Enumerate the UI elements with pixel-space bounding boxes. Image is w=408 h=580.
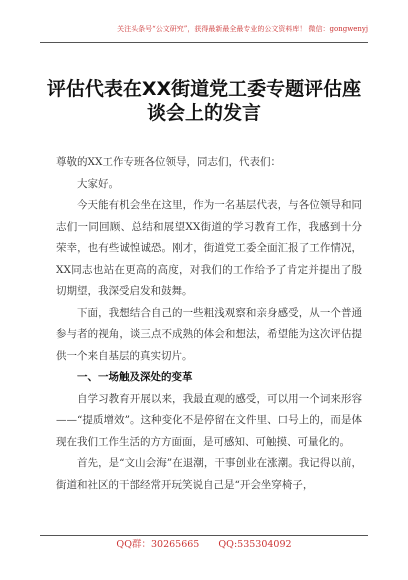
document-body [56,152,362,496]
footer-qq-number: QQ:535304092 [218,539,292,550]
section-heading: 一、一场触及深处的变革 [77,371,193,383]
greeting: 大家好。 [77,177,119,190]
body-paragraph: 首先，是“文山会海”在退潮，干事创业在涨潮。我记得以前，街道和社区的干部经常开玩笑说自己是“开会坐穿椅子， [56,457,362,491]
body-paragraph: 下面，我想结合自己的一些粗浅观察和亲身感受，从一个普通参与者的视角，谈三点不成熟的体会和想法，希望能为这次评估提供一个来自基层的真实切片。 [56,306,362,362]
header-divider [40,42,368,43]
title-line: 评估代表在XX街道党工委专题评估座 [46,78,362,100]
document-title [40,77,368,125]
body-paragraph: 今天能有机会坐在这里，作为一名基层代表，与各位领导和同志们一同回顾、总结和展望XX街道的学习教育工作，我感到十分荣幸，也有些诚惶诚恐。刚才，街道党工委全面汇报了工作情况，XX同志也站在更高的高度，对我们的工作给予了肯定并提出了殷切期望，我深受启发和鼓舞。 [56,199,362,297]
salutation: 尊敬的XX工作专班各位领导，同志们，代表们： [56,156,281,168]
body-paragraph: 自学习教育开展以来，我最直观的感受，可以用一个词来形容——“提质增效”。这种变化不是停留在文件里、口号上的，而是体现在我们工作生活的方方面面，是可感知、可触摸、可量化的。 [56,392,362,448]
footer-qq-group: QQ群：30265665 [116,539,200,550]
footer-contact [40,536,368,550]
header-note: 关注头条号“公文研究”，获得最新最全最专业的公文资料库！ 微信：gongwenyj [117,25,368,33]
title-line: 谈会上的发言 [146,102,261,124]
